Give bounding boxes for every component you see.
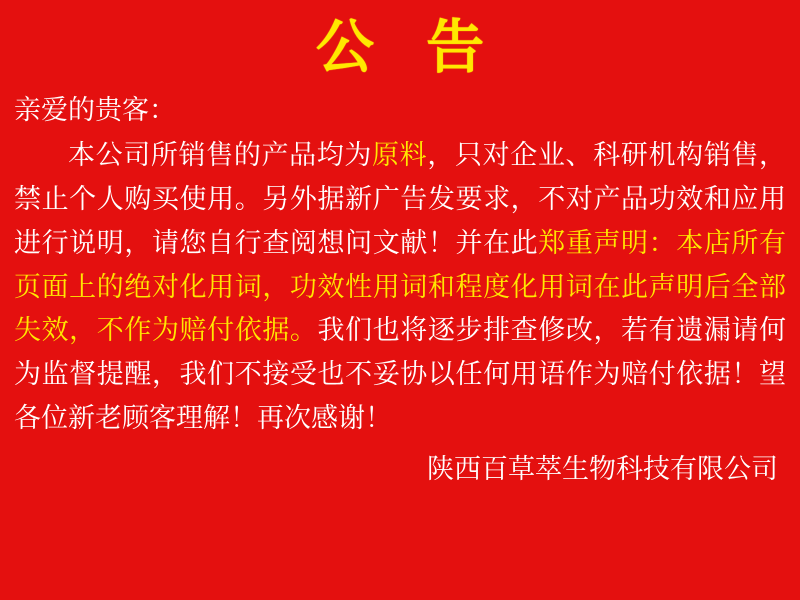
highlight-solemn-statement: 郑重声明：本店所有页面上的绝对化用词，功效性用词和程度化用词在此声明后全部失效，不作为赔付依据。 [14,227,787,347]
paragraph-segment-2: ，只对企业、科研机构销售，禁止个人购买使用。另外据新广告发要求，不对产品功效和应用进行说明，请您自行查阅想问文献！并在此 [14,140,787,259]
announcement-paragraph [14,134,786,440]
company-signature: 陕西百草萃生物科技有限公司 [427,453,778,485]
paragraph-segment-3: 我们也将逐步排查修改，若有遗漏请何为监督提醒，我们不接受也不妥协以任何用语作为赔付依据！望各位新老顾客理解！再次感谢！ [14,315,787,434]
paragraph-segment-1: 本公司所销售的产品均为 [68,140,373,172]
page-title: 公 告 [315,13,501,81]
announcement-body [0,81,800,441]
highlight-raw-material: 原料 [372,140,428,172]
greeting-line: 亲爱的贵客： [14,94,176,126]
